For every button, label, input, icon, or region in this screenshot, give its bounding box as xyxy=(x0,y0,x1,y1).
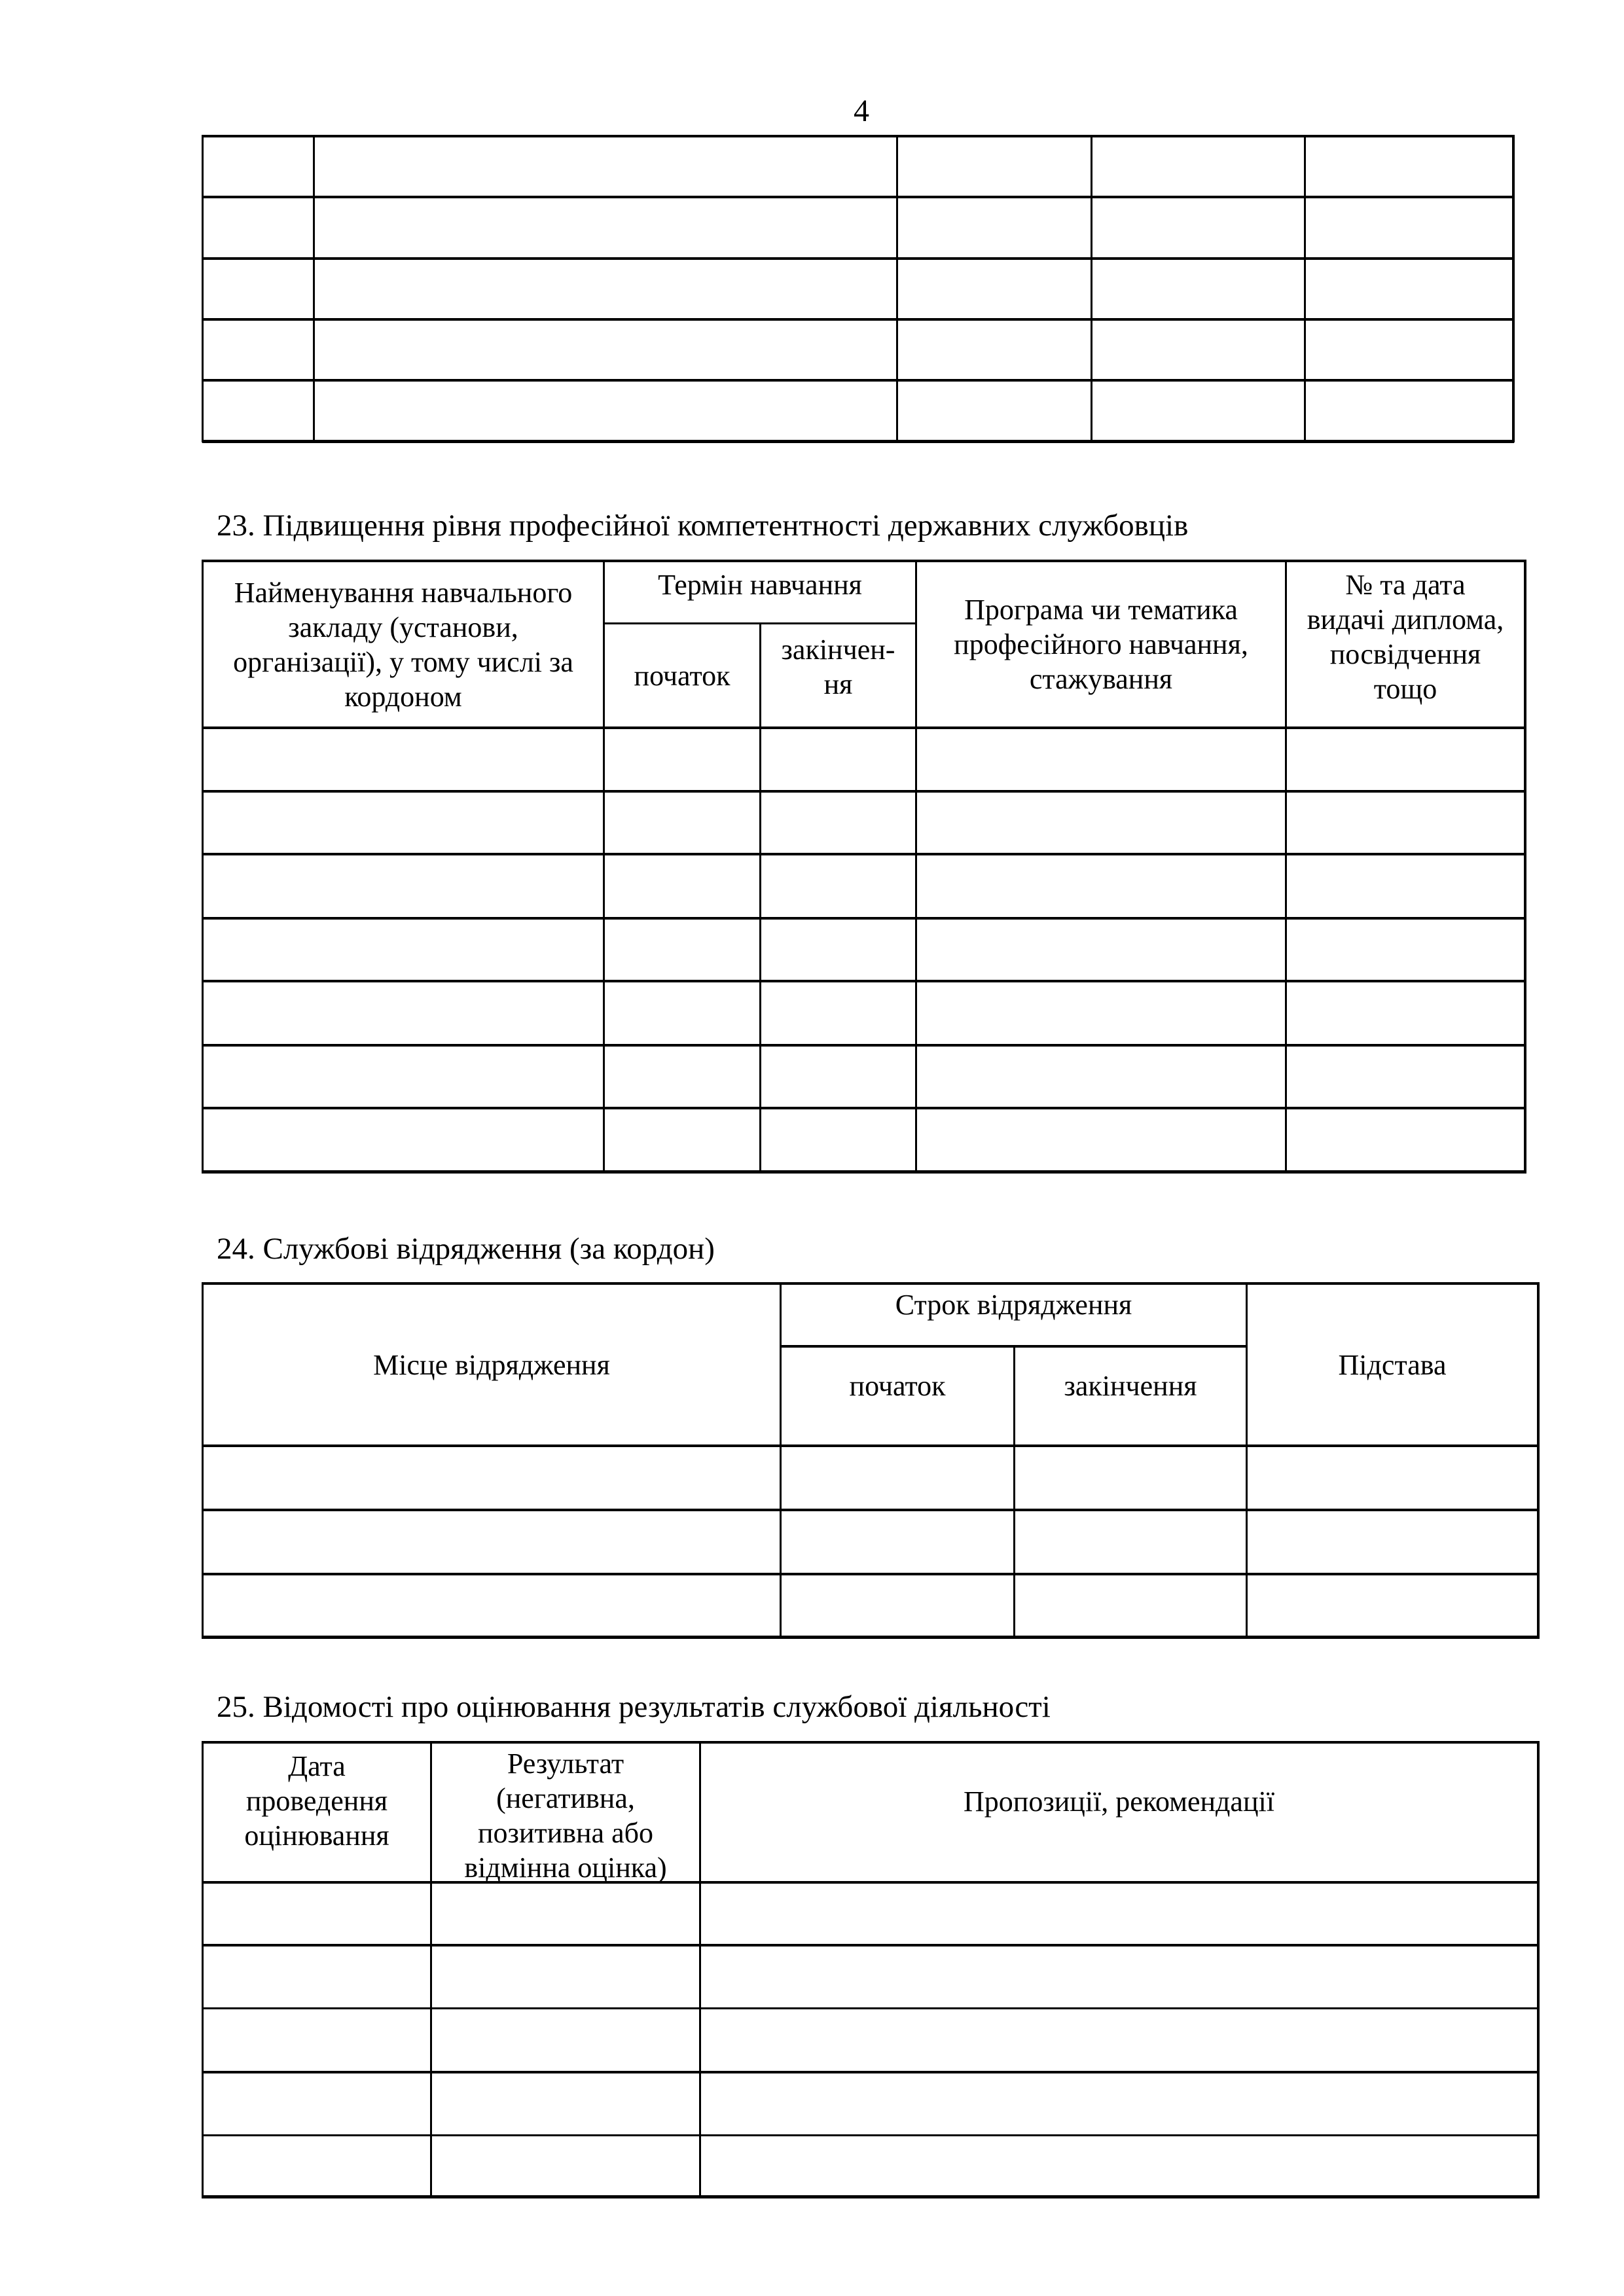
header-text-line: проведення xyxy=(245,1785,388,1817)
header-text-line: оцінювання xyxy=(244,1820,389,1852)
col-line xyxy=(1537,1282,1540,1639)
header-text-line: видачі диплома, xyxy=(1307,603,1504,636)
header-term-end xyxy=(761,624,915,726)
header-text-line: закінчення xyxy=(1064,1370,1197,1402)
table-body-cells[interactable] xyxy=(204,1884,1537,2195)
col-line xyxy=(1537,1741,1540,2198)
header-text-line: початок xyxy=(634,659,731,692)
header-text-line: посвідчення xyxy=(1329,638,1481,670)
header-diploma xyxy=(1287,562,1524,726)
header-text-line: відмінна оцінка) xyxy=(464,1852,667,1884)
header-text-line: тощо xyxy=(1373,673,1437,705)
header-institution xyxy=(204,562,603,726)
header-text-line: Пропозиції, рекомендації xyxy=(964,1785,1274,1818)
table-border-bottom xyxy=(202,2195,1540,2198)
header-period xyxy=(782,1285,1246,1345)
header-text-line: стажування xyxy=(1029,663,1173,695)
header-text-line: Підстава xyxy=(1338,1348,1447,1381)
table-body-cells[interactable] xyxy=(204,137,1513,440)
header-text-line: ня xyxy=(823,668,853,700)
table-border-bottom xyxy=(202,1170,1526,1174)
header-program xyxy=(917,562,1285,726)
section-23-title: 23. Підвищення рівня професійної компетентності державних службовців xyxy=(217,509,1189,543)
header-place xyxy=(204,1285,780,1444)
header-text-line: позитивна або xyxy=(477,1817,654,1849)
header-result xyxy=(432,1744,699,1884)
header-period-start xyxy=(782,1348,1013,1444)
header-text-line: (негативна, xyxy=(496,1782,635,1814)
header-text-line: Дата xyxy=(288,1750,346,1782)
header-text-line: № та дата xyxy=(1345,569,1466,601)
header-date xyxy=(204,1744,430,1881)
header-period-end xyxy=(1015,1348,1246,1444)
page-number: 4 xyxy=(854,94,869,128)
section-24-title: 24. Службові відрядження (за кордон) xyxy=(217,1232,715,1266)
header-text-line: Результат xyxy=(507,1748,624,1780)
header-text-line: закінчен- xyxy=(781,634,895,666)
col-line xyxy=(1524,560,1526,1174)
header-proposals xyxy=(701,1744,1537,1881)
header-text-line: Найменування навчального xyxy=(234,576,573,609)
header-text-line: Строк відрядження xyxy=(895,1289,1132,1321)
header-text-line: Термін навчання xyxy=(658,569,862,601)
header-term-start xyxy=(605,624,759,726)
table-body-cells[interactable] xyxy=(204,1447,1537,1636)
table-body-cells[interactable] xyxy=(204,729,1524,1170)
header-basis xyxy=(1248,1285,1537,1444)
header-term xyxy=(605,562,915,622)
header-text-line: Місце відрядження xyxy=(373,1348,610,1381)
section-25-title: 25. Відомості про оцінювання результатів службової діяльності xyxy=(217,1690,1051,1724)
header-text-line: кордоном xyxy=(344,680,462,713)
header-text-line: Програма чи тематика xyxy=(964,594,1238,626)
table-border-bottom xyxy=(202,440,1514,443)
header-text-line: організації), у тому числі за xyxy=(233,645,573,678)
table-border-bottom xyxy=(202,1636,1540,1639)
header-text-line: професійного навчання, xyxy=(954,628,1248,660)
header-text-line: закладу (установи, xyxy=(288,611,518,643)
header-text-line: початок xyxy=(849,1370,946,1402)
